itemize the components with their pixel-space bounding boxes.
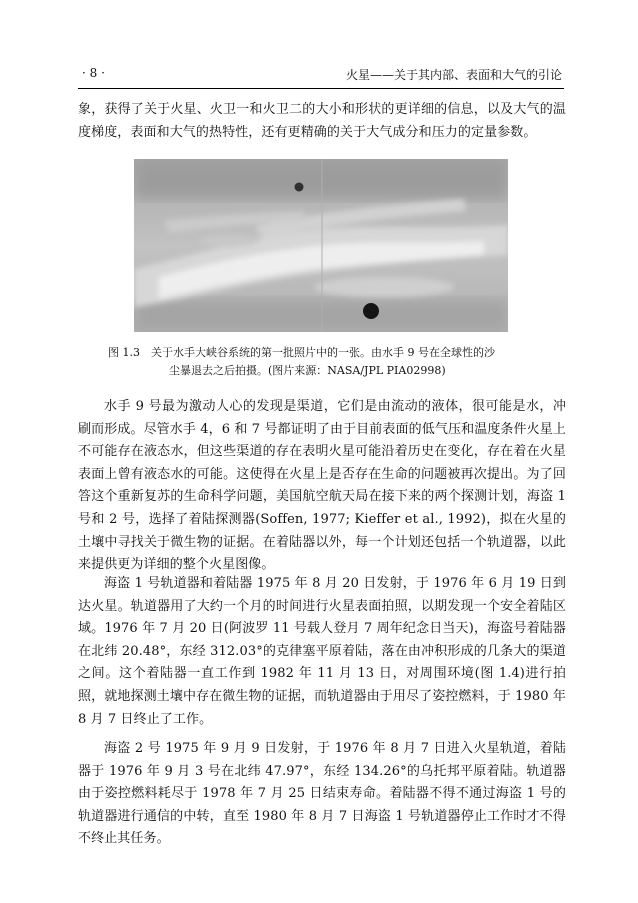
paragraph-intro: 象，获得了关于火星、火卫一和火卫二的大小和形状的更详细的信息，以及大气的温度梯度，表面和大气的热特性，还有更精确的关于大气成分和压力的定量参数。: [78, 102, 566, 140]
mars-canyon-photo-icon: [134, 159, 508, 332]
running-header: [78, 64, 564, 89]
page-number: · 8 ·: [82, 66, 105, 80]
caption-line-1: 图 1.3 关于水手大峡谷系统的第一批照片中的一张。由水手 9 号在全球性的沙: [108, 346, 495, 359]
paragraph-viking2: 海盗 2 号 1975 年 9 月 9 日发射，于 1976 年 8 月 7 日进入火星轨道，着陆器于 1976 年 9 月 3 号在北纬 47.97°，东经 134.26°的乌托邦平原着陆。轨道器由于姿控燃料耗尽于 1978 年 7 月 25 日结束寿命。着陆器不得不通过海盗 1 号的轨道器进行通信的中转，直至 1980 年 8 月 7 日海盗 1 号轨道器停止工作时才不得不终止其任务。: [78, 741, 566, 847]
running-title: 火星——关于其内部、表面和大气的引论: [345, 68, 562, 82]
figure-photo-valles-marineris: [134, 159, 508, 332]
figure-caption: [108, 344, 538, 380]
paragraph-mariner9: 水手 9 号最为激动人心的发现是渠道，它们是由流动的液体，很可能是水，冲刷而形成。尽管水手 4，6 和 7 号都证明了由于目前表面的低气压和温度条件火星上不可能存在液态水，但这些渠道的存在表明火星可能沿着历史在变化，存在着在火星表面上曾有液态水的可能。这使得在火星上是否存在生命的问题被再次提出。为了回答这个重新复苏的生命科学问题，美国航空航天局在接下来的两个探测计划，海盗 1 号和 2 号，选择了着陆探测器(Soffen, 1977; Kieffer et al., 1992)，拟在火星的土壤中寻找关于微生物的证据。在着陆器以外，每一个计划还包括一个轨道器，以此来提供更为详细的整个火星图像。: [78, 399, 566, 573]
caption-line-2: 尘暴退去之后拍摄。(图片来源：NASA/JPL PIA02998): [169, 364, 446, 377]
paragraph-viking1: 海盗 1 号轨道器和着陆器 1975 年 8 月 20 日发射，于 1976 年 6 月 19 日到达火星。轨道器用了大约一个月的时间进行火星表面拍照，以期发现一个安全着陆区域。1976 年 7 月 20 日(阿波罗 11 号载人登月 7 周年纪念日当天)，海盗号着陆器在北纬 20.48°，东经 312.03°的克律塞平原着陆，落在由冲积形成的几条大的渠道之间。这个着陆器一直工作到 1982 年 11 月 13 日，对周围环境(图 1.4)进行拍照，就地探测土壤中存在微生物的证据，而轨道器由于用尽了姿控燃料，于 1980 年 8 月 7 日终止了工作。: [78, 576, 566, 727]
